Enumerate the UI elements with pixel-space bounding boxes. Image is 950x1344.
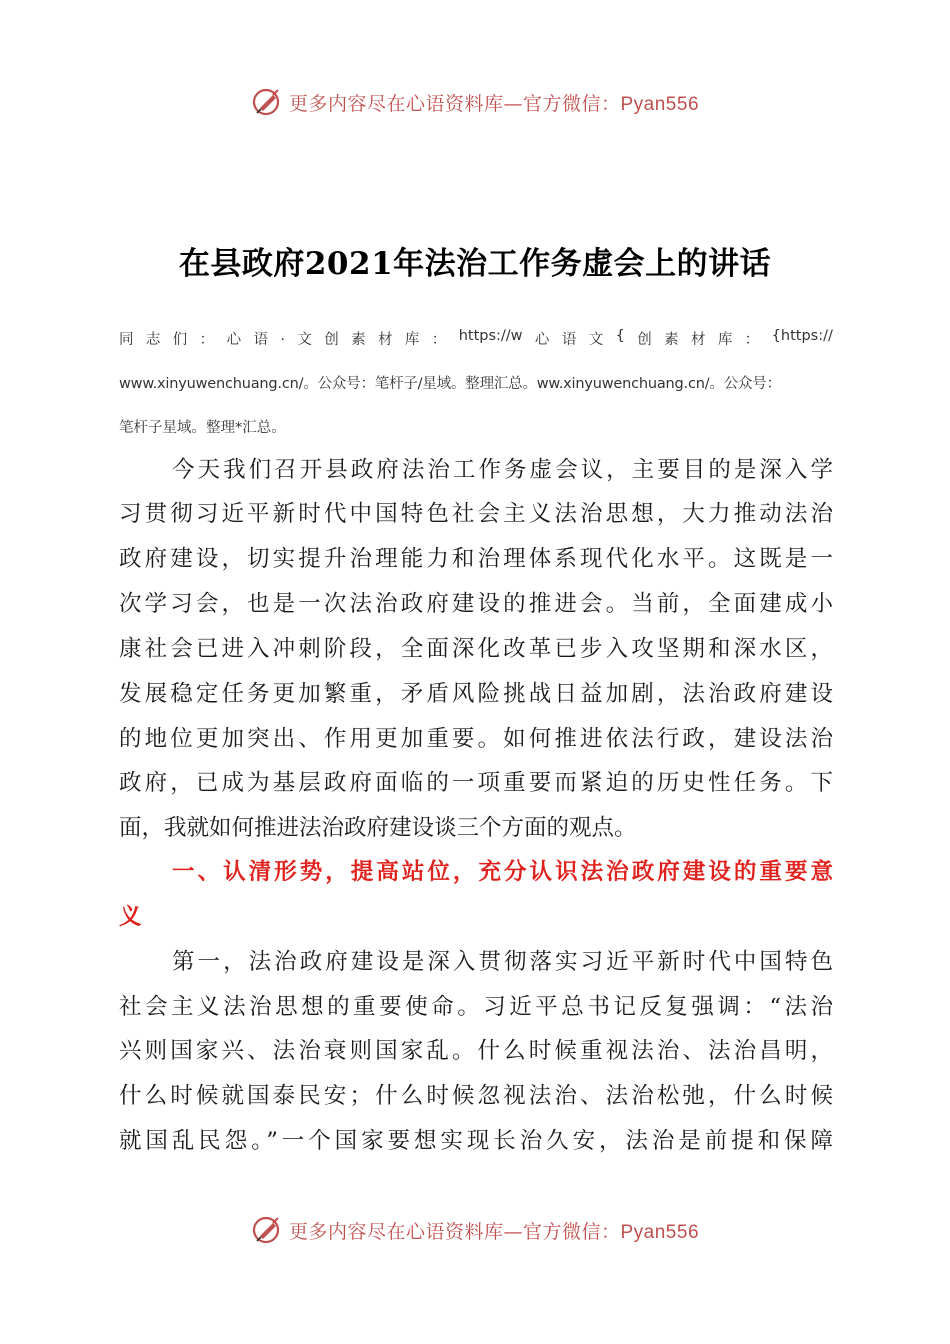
footer-watermark-banner [0,1210,950,1250]
paragraph-1-line: 政府建设，切实提升治理能力和治理体系现代化水平。这既是一 [119,546,833,572]
document-title: 在县政府2021年法治工作务虚会上的讲话 [178,246,772,282]
pen-logo-icon [251,86,283,118]
source-note-token: 材 [691,332,706,348]
paragraph-1-line: 今天我们召开县政府法治工作务虚会议，主要目的是深入学 [172,457,833,483]
banner-text: 更多内容尽在心语资料库—官方微信： [288,92,621,115]
source-note-line-1 [119,328,833,349]
paragraph-1-line: 康社会已进入冲刺阶段，全面深化改革已步入攻坚期和深水区， [119,636,833,662]
banner-wechat-id: Pyan556 [620,93,700,115]
source-note-token: ： [744,332,760,348]
source-note-token: 库 [717,332,733,348]
source-note-token: 文 [588,332,604,348]
source-note-token: ： [431,332,447,348]
source-note-token: 创 [637,332,652,348]
source-note-token: 们 [172,332,188,348]
source-note-line-3: 笔杆子星域。整理*汇总。 [119,420,286,436]
source-note-token: https://w [458,328,523,344]
source-note-token: 文 [297,332,312,348]
section-heading-1-continued: 义 [119,904,142,930]
paragraph-1-line: 政府，已成为基层政府面临的一项重要而紧迫的历史性任务。下 [119,770,833,796]
source-note-token: 素 [351,332,366,348]
paragraph-2-line: 就国乱民怨。”一个国家要想实现长治久安，法治是前提和保障 [119,1128,833,1154]
banner-wechat-id: Pyan556 [620,1221,700,1243]
pen-logo-icon [251,1214,283,1246]
source-note-token: . [280,328,285,344]
source-note-token: 志 [145,332,161,348]
source-note-token: 素 [664,332,679,348]
source-note-token: 创 [324,332,339,348]
paragraph-2-line: 兴则国家兴、法治衰则国家乱。什么时候重视法治、法治昌明， [119,1038,833,1064]
paragraph-2-line: 第一，法治政府建设是深入贯彻落实习近平新时代中国特色 [172,949,833,975]
paragraph-1-line: 的地位更加突出、作用更加重要。如何推进依法行政，建设法治 [119,726,833,752]
source-note-token: 同 [119,332,134,348]
section-heading-1: 一、认清形势，提高站位，充分认识法治政府建设的重要意 [172,859,833,885]
header-watermark-banner [0,82,950,122]
source-note-token: 语 [561,332,577,348]
paragraph-1-line: 面，我就如何推进法治政府建设谈三个方面的观点。 [119,815,637,841]
paragraph-2-line: 什么时候就国泰民安；什么时候忽视法治、法治松弛，什么时候 [119,1083,833,1109]
paragraph-2-line: 社会主义法治思想的重要使命。习近平总书记反复强调：“法治 [119,994,833,1020]
source-note-token: {https:// [771,328,833,344]
source-note-token: 材 [378,332,393,348]
source-note-token: 心 [534,332,550,348]
paragraph-1-line: 发展稳定任务更加繁重，矛盾风险挑战日益加剧，法治政府建设 [119,681,833,707]
source-note-token: 库 [404,332,420,348]
source-note-line-2: www.xinyuwenchuang.cn/。公众号：笔杆子/星域。整理汇总。ww.xinyuwenchuang.cn/。公众号： [119,376,781,392]
paragraph-1-line: 次学习会，也是一次法治政府建设的推进会。当前，全面建成小 [119,591,833,617]
banner-text: 更多内容尽在心语资料库—官方微信： [288,1220,621,1243]
source-note-token: { [615,328,625,344]
source-note-token: 语 [253,332,268,348]
source-note-token: ： [199,332,215,348]
source-note-token: 心 [226,332,242,348]
paragraph-1-line: 习贯彻习近平新时代中国特色社会主义法治思想，大力推动法治 [119,501,833,527]
